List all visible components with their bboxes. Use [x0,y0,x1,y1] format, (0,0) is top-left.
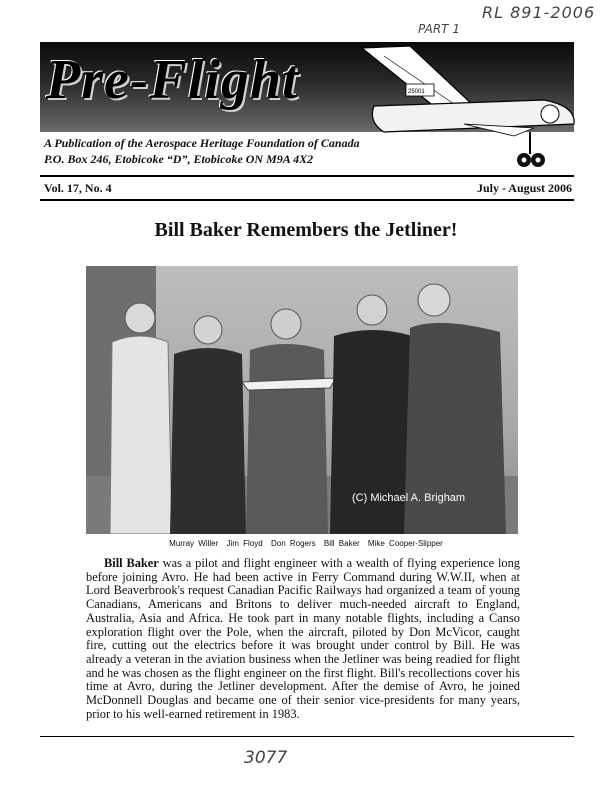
caption-name: Mike Cooper-Slipper [367,539,443,548]
article-body [86,557,520,721]
publisher-line: A Publication of the Aerospace Heritage Foundation of Canada [44,136,360,150]
bottom-rule [40,736,574,737]
article-headline: Bill Baker Remembers the Jetliner! [154,219,458,241]
issue-rule [40,199,574,201]
top-rule [40,175,574,177]
handwritten-part-note: PART 1 [418,22,460,36]
jet-aircraft-illustration [344,36,580,176]
caption-name: Murray Willer [169,539,219,548]
photo-credit: (C) Michael A. Brigham [352,492,466,504]
photo-caption [0,539,612,548]
caption-name: Jim Floyd [226,539,263,548]
issue-date: July - August 2006 [476,181,572,195]
body-text: was a pilot and flight engineer with a wealth of flying experience long before joining Avro. He had been active in Ferry Command during W.W.II, when at Lord Beaverbrook's request Canadian Pacific Railways had organized a team of young Canadians, Americans and Britons to deliver much-needed aircraft to England, Australia, Asia and Africa. He took part in many notable flights, including a Canso exploration flight over the Pole, when the aircraft, piloted by Don McVicor, caught fire, cutting out the electrics before it was brought under control by Bill. He was already a veteran in the aviation business when the Jetliner was being readied for flight and he was chosen as the flight engineer on the first flight. Bill's recollections cover his time at Avro, during the Jetliner development. After the demise of Avro, he joined McDonnell Douglas and became one of their senior vice-presidents for many years, prior to his well-earned retirement in 1983. [86,556,520,721]
group-photo [86,266,518,534]
caption-name: Don Rogers [270,539,316,548]
tail-number: 25001 [408,89,425,95]
caption-name: Bill Baker [323,539,360,548]
handwritten-page-number: 3077 [244,748,288,768]
address-line: P.O. Box 246, Etobicoke “D”, Etobicoke ON M9A 4X2 [44,152,314,166]
lead-name: Bill Baker [104,556,159,570]
masthead-title: Pre-Flight [46,49,299,111]
handwritten-reference: RL 891-2006 [482,3,596,22]
volume-number: Vol. 17, No. 4 [44,181,112,195]
